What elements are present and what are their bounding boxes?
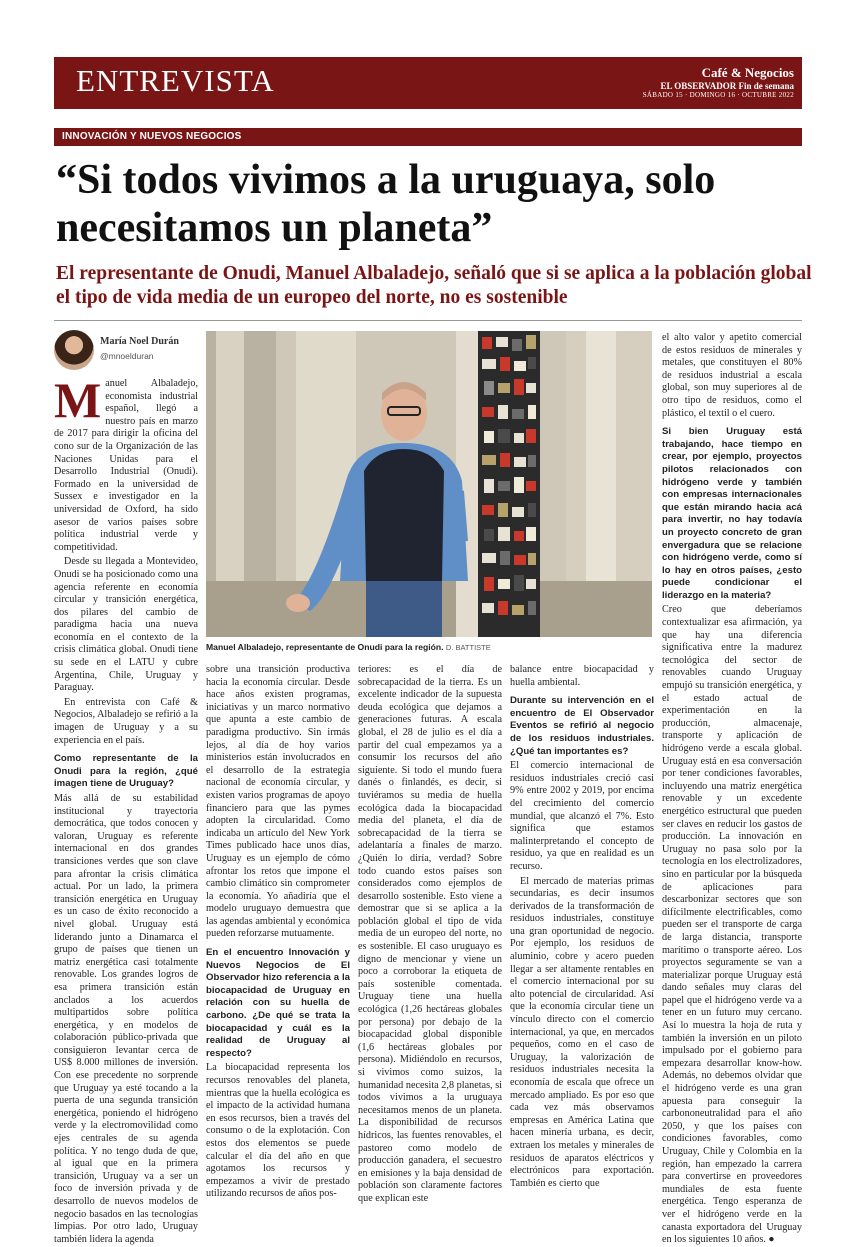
section-title: ENTREVISTA [76, 63, 275, 98]
divider [54, 320, 802, 321]
end-mark: ● [765, 1234, 775, 1246]
article-column-3 [358, 664, 502, 1204]
headline: “Si todos vivimos a la uruguaya, solo necesitamos un planeta” [56, 157, 716, 251]
paragraph: balance entre biocapacidad y huella ambiental. [510, 664, 654, 688]
article-column-1 [54, 372, 198, 1245]
deck: El representante de Onudi, Manuel Albaladejo, señaló que si se aplica a la población global el tipo de vida media de un europeo del norte, no es sostenible [56, 263, 812, 308]
avatar [54, 330, 94, 370]
interview-photo [206, 331, 652, 637]
photo-illustration [206, 331, 652, 637]
brand-publication: EL OBSERVADOR Fin de semana [660, 81, 794, 91]
paragraph: teriores: es el día de sobrecapacidad de la tierra. Es un excelente indicador de la supuesta deuda ecológica que dejamos a generaciones futuras. A escala global, el 28 de julio es el día a partir del cual empezamos ya a consumir los recursos del año siguiente. Si todo el mundo fuera danés o finlandés, es decir, si tuviéramos su media de huella ecológica dada la biocapacidad media del planeta, el día de sobrecapacidad de la tierra se adelantaría a finales de marzo. ¿Quién lo diría, verdad? Sobre todo cuando estos países son considerados como ejemplos de desarrollo sostenible. Esto viene a demostrar que si se aplica a la población global el tipo de vida media de un europeo del norte, no es sostenible. El caso uruguayo es digno de mencionar y viene un poco a corroborar la etiqueta de país sostenible comentada. Uruguay tiene una huella ecológica (1,26 hectáreas globales por persona) por debajo de la biocapacidad global disponible (1,6 hectáreas globales por persona). Midiéndolo en recursos, si vivimos como suizos, la humanidad necesita 2,8 planetas, si todos vivimos a la uruguaya necesitamos menos de un planeta. La disponibilidad de recursos hídricos, las fuentes renovables, el pastoreo como modelo de producción ganadera, el secuestro en emisiones y la baja densidad de población son claramente factores que explican este [358, 664, 502, 1204]
brand-date: SÁBADO 15 · DOMINGO 16 · OCTUBRE 2022 [642, 91, 794, 99]
brand-block [643, 65, 794, 99]
kicker-bar [54, 128, 802, 146]
question: En el encuentro Innovación y Nuevos Negocios de El Observador hizo referencia a la biocapacidad de Uruguay en relación con su huella de carbono. ¿De qué se trata la biocapacidad y cuál es la realidad de Uruguay al respecto? [206, 947, 350, 1059]
photo-caption [206, 642, 652, 652]
question: Durante su intervención en el encuentro de El Observador Eventos se refirió al negocio de los residuos industriales. ¿Qué tan importantes es? [510, 695, 654, 757]
article-column-4 [510, 664, 654, 1189]
question: Si bien Uruguay está trabajando, hace tiempo en crear, por ejemplo, proyectos pilotos relacionados con hidrógeno verde y también con empresas internacionales que están mirando hacia acá para invertir, no hay todavía un proyecto concreto de gran envergadura que se relacione con hidrógeno verde, como sí lo hay en otros países, ¿esto puede condicionar el liderazgo en la materia? [662, 426, 802, 601]
paragraph: el alto valor y apetito comercial de estos residuos de minerales y metales, que constituyen el 80% de residuos industrial a escala global, son muy superiores al de otro tipo de residuos, como el plástico, el textil o el cuero. [662, 332, 802, 419]
answer: La biocapacidad representa los recursos renovables del planeta, mientras que la huella ecológica es el impacto de la actividad humana en esos recursos, bien a través del consumo o de la explotación. Con estos dos elementos se puede calcular el día del año en que agotamos los recursos y empezamos a vivir de prestado utilizando recursos de años pos- [206, 1062, 350, 1200]
article-column-2 [206, 664, 350, 1200]
question: Como representante de la Onudi para la región, ¿qué imagen tiene de Uruguay? [54, 753, 198, 790]
paragraph: sobre una transición productiva hacia la economía circular. Desde hace años existen programas, iniciativas y un marco normativo que apunta a este cambio de paradigma productivo. Sin irmás lejos, al día de hoy varios ministerios están involucrados en el desarrollo de la estrategia nacional de economía circular, y existen varios programas de apoyo financiero para que las pymes adopten la circularidad. Como indicaba un artículo del New York Times publicado hace unos días, Uruguay es un ejemplo de cómo afrontar los retos que impone el cambio climático sin comprometer la economía. Yo añadiría que el modelo uruguayo demuestra que las agendas ambiental y económica pueden reforzarse mutuamente. [206, 664, 350, 940]
kicker-label: INNOVACIÓN Y NUEVOS NEGOCIOS [62, 131, 242, 142]
caption-text: Manuel Albaladejo, representante de Onudi para la región. [206, 642, 444, 652]
answer: Más allá de su estabilidad institucional y trayectoria democrática, que todos conocen y valoran, Uruguay es referente internacional en dos grandes transiciones verdes que son clave para afrontar la crisis climática actual. Por un lado, la primera transición energética en Uruguay es un caso de éxito reconocido a nivel global. Uruguay está liderando junto a Dinamarca el grupo de países que tienen un matriz energética casi totalmente renovable. Los grandes logros de esa primera transición están anclados a los acuerdos multipartidos sobre política energética, y en modelos de colaboración público-privada que consiguieron levantar cerca de US$ 8.000 millones de inversión. Con ese precedente no sorprende que Uruguay ya esté tocando a la puerta de una segunda transición energética, poniendo el hidrógeno verde y la electromovilidad como ejes centrales de su agenda política. Y no tengo duda de que, al igual que en la primera transición, Uruguay va a ser un foco de inversión privada y de desarrollo de nuevos modelos de negocio basados en las tecnologías limpias. Por otro lado, Uruguay también lidera la agenda [54, 793, 198, 1245]
answer: El comercio internacional de residuos industriales creció casi 9% entre 2002 y 2019, por encima del crecimiento del comercio mundial, que alcanzó el 7%. Esto significa que estamos malinterpretando el concepto de residuo, ya que en realidad es un recurso. [510, 760, 654, 872]
section-header [54, 57, 802, 109]
paragraph: Desde su llegada a Montevideo, Onudi se ha posicionado como una agencia referente en economía circular y transición energética, dos pilares del cambio de paradigma hacia una nueva economía en el contexto de la crisis climática global. Onudi tiene su sede en el LATU y cubre Argentina, Chile, Uruguay y Paraguay. [54, 556, 198, 694]
photo-credit: D. BATTISTE [445, 643, 491, 652]
author-name: María Noel Durán [100, 336, 179, 347]
brand-name: Café & Negocios [701, 65, 794, 80]
lead-text: anuel Albaladejo, economista industrial español, llegó a nuestro país en marzo de 2017 para dirigir la oficina del cono sur de la Organización de las Naciones Unidas para el Desarrollo Industrial (Onudi). Formado en la universidad de Sussex e investigador en la universidad de Oxford, ha sido asesor de varios países sobre política industrial verde y competitividad. [54, 378, 198, 553]
answer-text: Creo que deberíamos contextualizar esa afirmación, ya que hay una diferencia significativa entre la madurez tecnológica del sector de renovables cuando Uruguay empujó su transición energética, y el estado actual de experimentación en la producción, almacenaje, transporte y aplicación de hidrógeno verde a escala global. Uruguay está en esa conversación por tener condiciones favorables, incluyendo una matriz energética renovable y un excedente energético estructural que pueden ser claves en reducir los gastos de producción. La innovación en Uruguay no pasa solo por la tecnología en los electrolizadores, sino en particular por la búsqueda de aplicaciones para descarbonizar sectores que son difícilmente electrificables, como pueden ser el transporte de carga de larga distancia, transporte marítimo o transporte aéreo. Los proyectos seguramente se van a materializar porque Uruguay está dando señales muy claras del papel que el hidrógeno verde va a tener en un futuro muy cercano. Así lo muestra la hoja de ruta y también la inversión en un piloto impulsado por el gobierno para empezara desarrollar know-how. Además, no debemos olvidar que el hidrógeno verde es una gran apuesta para conseguir la carbononeutralidad para el año 2050, y que los países con condiciones favorables, como Uruguay, Chile y Colombia en la región, han empezado la carrera para convertirse en proveedores mundiales de esta fuente energética. Tengo esperanza de ver el hidrógeno verde en la canasta exportadora del Uruguay en los siguientes 10 años. [662, 604, 802, 1246]
paragraph: El mercado de materias primas secundarias, es decir insumos derivados de la transformación de residuos industriales, constituye una gran oportunidad de negocio. Por ejemplo, los residuos de aluminio, cobre y acero pueden llegar a ser altamente rentables en el comercio internacional por su alto potencial de circularidad. Así que la economía circular tiene un vínculo directo con el comercio internacional, ya que, en mercados pequeños, como en el caso de Uruguay, la valorización de residuos industriales necesita la economía de escala que ofrece un mercado ampliado. Es por eso que cada vez más observamos empresas en América Latina que hacen minería urbana, es decir, extraen los metales y minerales de residuos de aparatos eléctricos y electrónicos para exportación. También es cierto que [510, 875, 654, 1189]
article-column-5 [662, 332, 802, 1246]
lead-paragraph [54, 372, 198, 554]
dropcap: M [54, 372, 102, 428]
paragraph: En entrevista con Café & Negocios, Albaladejo se refirió a la imagen de Uruguay y a su experiencia en el país. [54, 696, 198, 746]
answer [662, 604, 802, 1246]
author-handle: @mnoelduran [100, 351, 154, 361]
author-byline [54, 330, 204, 374]
